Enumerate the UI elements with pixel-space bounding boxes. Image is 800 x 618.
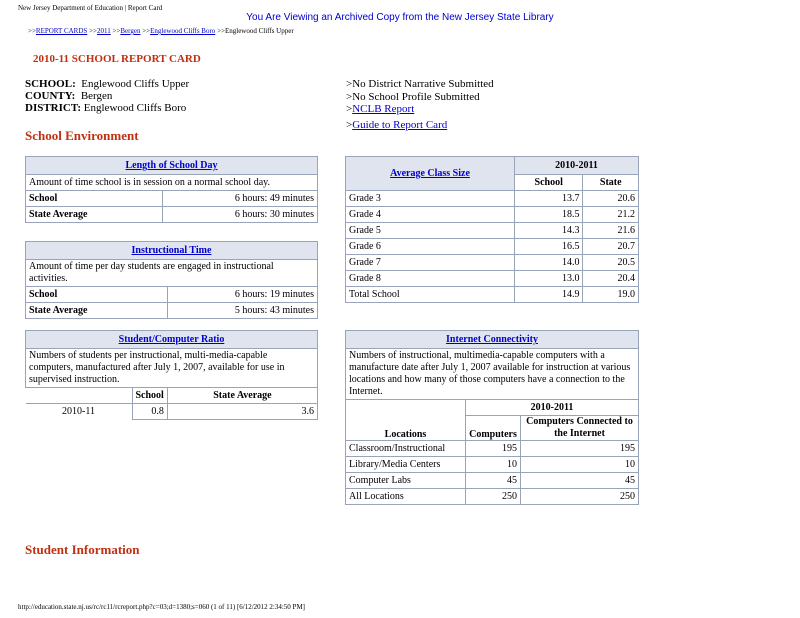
state-value: 3.6 — [167, 404, 317, 420]
location-label: Computer Labs — [346, 473, 466, 489]
breadcrumb-year[interactable]: 2011 — [96, 27, 111, 35]
internet-description: Numbers of instructional, multimedia-capable computers with a manufacture date after July 1, 2007 available for instruction at various locations and how many of those computers have a connection to the Internet. — [346, 349, 639, 400]
internet-link[interactable]: Internet Connectivity — [446, 334, 538, 345]
grade-label: Total School — [346, 287, 515, 303]
table-row — [26, 191, 318, 207]
row-label: State Average — [26, 303, 168, 319]
page-title: 2010-11 SCHOOL REPORT CARD — [33, 53, 201, 65]
state-value: 21.6 — [583, 223, 639, 239]
table-row — [26, 303, 318, 319]
table-row — [26, 404, 318, 420]
computer-ratio-description: Numbers of students per instructional, multi-media-capable computers, manufactured after July 1, 2007, available for use in supervised instruction. — [26, 349, 318, 388]
instructional-time-description: Amount of time per day students are engaged in instructional activities. — [26, 260, 318, 287]
state-value: 20.6 — [583, 191, 639, 207]
table-row — [346, 441, 639, 457]
profile-note: >No School Profile Submitted — [346, 90, 480, 103]
guide-link[interactable]: Guide to Report Card — [352, 118, 448, 131]
table-row — [346, 223, 639, 239]
col-locations: Locations — [346, 400, 466, 441]
grade-label: Grade 8 — [346, 271, 515, 287]
row-value: 5 hours: 43 minutes — [168, 303, 318, 319]
grade-label: Grade 5 — [346, 223, 515, 239]
grade-label: Grade 3 — [346, 191, 515, 207]
class-size-year: 2010-2011 — [515, 157, 639, 175]
computers-value: 10 — [466, 457, 521, 473]
table-row — [26, 207, 318, 223]
connected-value: 45 — [521, 473, 639, 489]
length-of-day-table — [25, 156, 318, 223]
school-info — [25, 78, 189, 114]
state-value: 20.4 — [583, 271, 639, 287]
state-value: 21.2 — [583, 207, 639, 223]
grade-label: Grade 6 — [346, 239, 515, 255]
narrative-note: >No District Narrative Submitted — [346, 78, 494, 90]
breadcrumb-sep: >> — [142, 27, 151, 35]
table-row — [346, 191, 639, 207]
grade-label: Grade 4 — [346, 207, 515, 223]
school-value: 14.0 — [515, 255, 583, 271]
school-value: 14.9 — [515, 287, 583, 303]
breadcrumb-sep: >> — [89, 27, 97, 35]
row-label: School — [26, 191, 163, 207]
side-links — [346, 78, 494, 131]
class-size-link[interactable]: Average Class Size — [390, 168, 470, 179]
computer-ratio-link[interactable]: Student/Computer Ratio — [118, 334, 225, 345]
table-row — [346, 239, 639, 255]
archive-notice: You Are Viewing an Archived Copy from the New Jersey State Library — [246, 12, 554, 23]
school-value: 16.5 — [515, 239, 583, 255]
school-value: 0.8 — [132, 404, 167, 420]
section-student-information: Student Information — [25, 542, 140, 557]
school-label: SCHOOL: — [25, 78, 76, 90]
county-name: Bergen — [80, 90, 113, 102]
table-row — [346, 489, 639, 505]
link-prefix: > — [346, 118, 353, 131]
connected-value: 250 — [521, 489, 639, 505]
table-row — [26, 287, 318, 303]
county-label: COUNTY: — [25, 90, 76, 102]
source-header: New Jersey Department of Education | Report Card — [18, 4, 163, 12]
district-name: Englewood Cliffs Boro — [83, 102, 187, 114]
instructional-time-table — [25, 241, 318, 319]
table-row — [346, 287, 639, 303]
breadcrumb-county[interactable]: Bergen — [120, 27, 141, 35]
footer-url: http://education.state.nj.us/rc/rc11/rcreport.php?c=03;d=1380;s=060 (1 of 11) [6/12/2012 2:34:50 PM] — [18, 603, 305, 611]
col-state-average: State Average — [167, 388, 317, 404]
col-connected: Computers Connected to the Internet — [521, 416, 639, 441]
school-value: 18.5 — [515, 207, 583, 223]
breadcrumb-report-cards[interactable]: REPORT CARDS — [35, 27, 88, 35]
class-size-table — [345, 156, 639, 303]
computers-value: 45 — [466, 473, 521, 489]
row-value: 6 hours: 19 minutes — [168, 287, 318, 303]
connected-value: 10 — [521, 457, 639, 473]
table-row — [346, 271, 639, 287]
breadcrumb — [28, 27, 294, 35]
computers-value: 250 — [466, 489, 521, 505]
length-of-day-link[interactable]: Length of School Day — [125, 160, 218, 171]
table-row — [346, 473, 639, 489]
breadcrumb-district[interactable]: Englewood Cliffs Boro — [150, 27, 216, 35]
col-state: State — [583, 175, 639, 191]
internet-table — [345, 330, 639, 505]
school-name: Englewood Cliffs Upper — [81, 78, 190, 90]
row-value: 6 hours: 30 minutes — [163, 207, 318, 223]
district-label: DISTRICT: — [25, 102, 82, 114]
instructional-time-link[interactable]: Instructional Time — [131, 245, 212, 256]
state-value: 20.7 — [583, 239, 639, 255]
col-computers: Computers — [466, 416, 521, 441]
breadcrumb-sep: >> — [217, 27, 225, 35]
location-label: Library/Media Centers — [346, 457, 466, 473]
internet-year: 2010-2011 — [466, 400, 639, 416]
col-school: School — [515, 175, 583, 191]
row-label: School — [26, 287, 168, 303]
row-value: 6 hours: 49 minutes — [163, 191, 318, 207]
table-row — [346, 207, 639, 223]
connected-value: 195 — [521, 441, 639, 457]
row-label: State Average — [26, 207, 163, 223]
link-prefix: > — [346, 103, 353, 115]
col-school: School — [132, 388, 167, 404]
state-value: 20.5 — [583, 255, 639, 271]
school-value: 14.3 — [515, 223, 583, 239]
computers-value: 195 — [466, 441, 521, 457]
computer-ratio-table — [25, 330, 318, 420]
breadcrumb-sep: >> — [28, 27, 36, 35]
location-label: Classroom/Instructional — [346, 441, 466, 457]
table-row — [346, 457, 639, 473]
length-of-day-description: Amount of time school is in session on a normal school day. — [26, 175, 318, 191]
breadcrumb-current: Englewood Cliffs Upper — [224, 27, 294, 35]
section-school-environment: School Environment — [25, 128, 139, 143]
breadcrumb-sep: >> — [112, 27, 121, 35]
school-value: 13.7 — [515, 191, 583, 207]
row-year: 2010-11 — [26, 404, 133, 420]
nclb-report-link[interactable]: NCLB Report — [352, 103, 415, 115]
table-row — [346, 255, 639, 271]
state-value: 19.0 — [583, 287, 639, 303]
school-value: 13.0 — [515, 271, 583, 287]
location-label: All Locations — [346, 489, 466, 505]
grade-label: Grade 7 — [346, 255, 515, 271]
